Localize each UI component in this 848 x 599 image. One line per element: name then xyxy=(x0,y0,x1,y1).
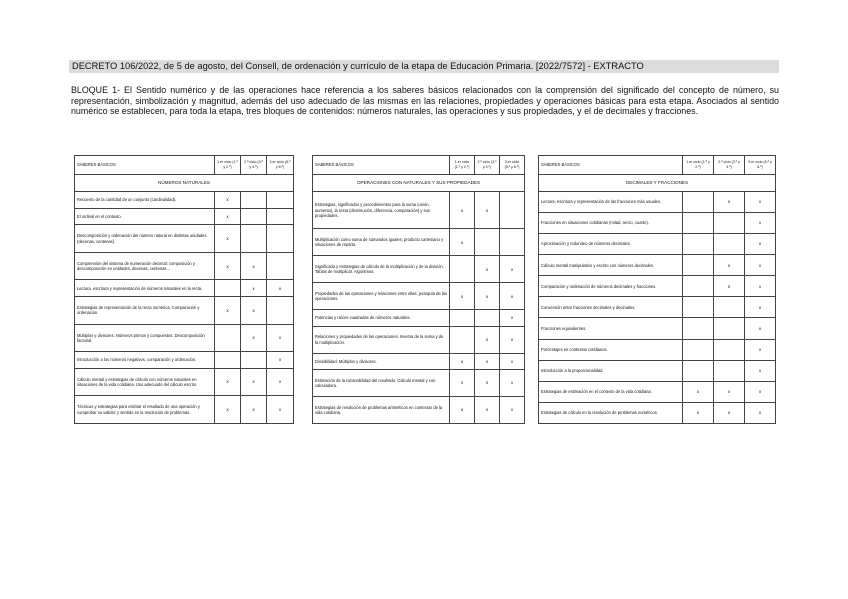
ciclo-mark xyxy=(714,339,745,360)
ciclo-mark xyxy=(215,352,241,369)
ciclo-mark xyxy=(714,234,745,255)
table-row xyxy=(539,234,776,255)
saber-text: Estrategias de cálculo en la resolución de problemas numéricos. xyxy=(539,402,683,423)
saber-text: Técnicas y estrategias para estimar el resultado de una operación y comprobar su validez y sentido en la resolución de problemas. xyxy=(75,396,215,424)
section-title: DECIMALES Y FRACCIONES xyxy=(539,175,776,192)
ciclo-mark: x xyxy=(475,396,500,423)
header-row xyxy=(313,156,525,175)
ciclo-mark: x xyxy=(500,310,525,326)
saber-text: Lectura, escritura y representación de las fracciones más usuales. xyxy=(539,192,683,213)
saber-text: Fracciones en situaciones cotidianas (mitad, tercio, cuarto). xyxy=(539,213,683,234)
column-header-ciclo-1: 1.er ciclo (1.º y 2.º) xyxy=(215,156,241,175)
ciclo-mark: x xyxy=(745,402,776,423)
ciclo-mark xyxy=(683,234,714,255)
ciclo-mark xyxy=(683,255,714,276)
table-row xyxy=(539,339,776,360)
ciclo-mark: x xyxy=(215,368,241,396)
table-row xyxy=(75,252,294,280)
ciclo-mark xyxy=(267,252,294,280)
ciclo-mark: x xyxy=(241,252,267,280)
header-row xyxy=(75,156,294,175)
ciclo-mark: x xyxy=(241,368,267,396)
ciclo-mark: x xyxy=(475,353,500,369)
ciclo-mark: x xyxy=(215,208,241,225)
table-decimales-fracciones xyxy=(538,155,776,424)
ciclo-mark xyxy=(714,318,745,339)
ciclo-mark xyxy=(267,297,294,325)
saber-text: Cálculo mental y estrategias de cálculo con números naturales en situaciones de la vida cotidiana. Uso adecuado del cálculo escrito. xyxy=(75,368,215,396)
ciclo-mark: x xyxy=(241,297,267,325)
saber-text: Estimación de la razonabilidad del resultado. Cálculo mental y con calculadora. xyxy=(313,370,450,397)
ciclo-mark: x xyxy=(500,353,525,369)
column-header-ciclo-3: 3.er ciclo (5.º y 6.º) xyxy=(745,156,776,175)
saber-text: Recuento de la cantidad de un conjunto (cardinalidad). xyxy=(75,192,215,209)
ciclo-mark: x xyxy=(745,297,776,318)
table-row xyxy=(75,280,294,297)
table-operaciones xyxy=(312,155,525,424)
table-row xyxy=(313,256,525,283)
ciclo-mark xyxy=(683,360,714,381)
ciclo-mark xyxy=(241,192,267,209)
ciclo-mark: x xyxy=(500,256,525,283)
section-row xyxy=(539,175,776,192)
ciclo-mark: x xyxy=(450,353,475,369)
saber-text: Fracciones equivalentes. xyxy=(539,318,683,339)
saber-text: Cálculo mental manipulativo y escrito con números decimales. xyxy=(539,255,683,276)
table-row xyxy=(539,360,776,381)
table-row xyxy=(313,396,525,423)
column-header-ciclo-2: 2.º ciclo (3.º y 4.º) xyxy=(714,156,745,175)
saber-text: El ordinal en el contexto. xyxy=(75,208,215,225)
table-row xyxy=(75,352,294,369)
ciclo-mark: x xyxy=(267,280,294,297)
section-row xyxy=(313,175,525,192)
ciclo-mark: x xyxy=(714,192,745,213)
ciclo-mark: x xyxy=(475,326,500,353)
ciclo-mark: x xyxy=(450,396,475,423)
ciclo-mark: x xyxy=(450,283,475,310)
column-header-ciclo-1: 1.er ciclo (1.º y 2.º) xyxy=(450,156,475,175)
table-row xyxy=(313,229,525,256)
table-row xyxy=(539,297,776,318)
table-row xyxy=(313,353,525,369)
saber-text: Conversión entre fracciones decimales y decimales. xyxy=(539,297,683,318)
table-row xyxy=(539,276,776,297)
ciclo-mark: x xyxy=(450,229,475,256)
column-header-ciclo-3: 3.er ciclo (5.º y 6.º) xyxy=(267,156,294,175)
section-title: OPERACIONES CON NATURALES Y SUS PROPIEDADES xyxy=(313,175,525,192)
column-header-saberes: SABERES BÁSICOS xyxy=(539,156,683,175)
table-row xyxy=(313,326,525,353)
saber-text: Introducción a los números negativos, comparación y ordenación. xyxy=(75,352,215,369)
ciclo-mark: x xyxy=(714,255,745,276)
ciclo-mark xyxy=(215,280,241,297)
table-row xyxy=(75,208,294,225)
ciclo-mark: x xyxy=(215,297,241,325)
column-header-saberes: SABERES BÁSICOS xyxy=(75,156,215,175)
ciclo-mark: x xyxy=(500,370,525,397)
ciclo-mark: x xyxy=(241,280,267,297)
ciclo-mark: x xyxy=(215,225,241,253)
ciclo-mark: x xyxy=(745,381,776,402)
ciclo-mark xyxy=(241,225,267,253)
intro-paragraph: BLOQUE 1- El Sentido numérico y de las operaciones hace referencia a los saberes básicos relacionados con la comprensión del significado del concepto de número, su representación, simbolización y magnitud, además del uso adecuado de las mismas en las relaciones, propiedades y operaciones básicas para esta etapa. Asociados al sentido numérico se establecen, para toda la etapa, tres bloques de contenidos: números naturales, las operaciones y sus propiedades, y el de decimales y fracciones. xyxy=(71,85,779,117)
ciclo-mark: x xyxy=(745,255,776,276)
column-header-ciclo-2: 2.º ciclo (3.º y 4.º) xyxy=(241,156,267,175)
ciclo-mark: x xyxy=(500,396,525,423)
ciclo-mark: x xyxy=(475,370,500,397)
saber-text: Aproximación y redondeo de números decimales. xyxy=(539,234,683,255)
ciclo-mark: x xyxy=(745,213,776,234)
ciclo-mark: x xyxy=(500,326,525,353)
ciclo-mark: x xyxy=(475,192,500,229)
saber-text: Propiedades de las operaciones y relaciones entre ellas; jerarquía de las operaciones. xyxy=(313,283,450,310)
ciclo-mark: x xyxy=(215,252,241,280)
column-header-ciclo-1: 1.er ciclo (1.º y 2.º) xyxy=(683,156,714,175)
table-row xyxy=(75,297,294,325)
table-row xyxy=(75,225,294,253)
table-row xyxy=(313,283,525,310)
ciclo-mark xyxy=(714,213,745,234)
ciclo-mark xyxy=(500,192,525,229)
ciclo-mark: x xyxy=(745,276,776,297)
ciclo-mark xyxy=(683,276,714,297)
saber-text: Potencias y raíces cuadradas de números naturales. xyxy=(313,310,450,326)
document-title: DECRETO 106/2022, de 5 de agosto, del Consell, de ordenación y currículo de la etapa de Educación Primaria. [2022/7572] - EXTRACTO xyxy=(69,60,779,73)
table-row xyxy=(539,255,776,276)
saber-text: Porcentajes en contextos cotidianos. xyxy=(539,339,683,360)
saber-text: Estrategias de representación de la recta numérica. Comparación y ordenación. xyxy=(75,297,215,325)
ciclo-mark: x xyxy=(683,381,714,402)
saber-text: Introducción a la proporcionalidad. xyxy=(539,360,683,381)
table-row xyxy=(75,324,294,352)
table-row xyxy=(313,192,525,229)
ciclo-mark: x xyxy=(500,283,525,310)
ciclo-mark xyxy=(683,318,714,339)
ciclo-mark: x xyxy=(714,276,745,297)
ciclo-mark xyxy=(267,208,294,225)
ciclo-mark xyxy=(215,324,241,352)
saber-text: Estrategias de resolución de problemas aritméticos en contextos de la vida cotidiana. xyxy=(313,396,450,423)
header-row xyxy=(539,156,776,175)
ciclo-mark xyxy=(241,352,267,369)
ciclo-mark xyxy=(450,326,475,353)
table-row xyxy=(75,396,294,424)
ciclo-mark: x xyxy=(475,283,500,310)
ciclo-mark xyxy=(267,192,294,209)
ciclo-mark xyxy=(714,360,745,381)
ciclo-mark xyxy=(241,208,267,225)
ciclo-mark: x xyxy=(241,396,267,424)
ciclo-mark: x xyxy=(745,192,776,213)
ciclo-mark: x xyxy=(683,402,714,423)
table-row xyxy=(539,402,776,423)
ciclo-mark: x xyxy=(215,192,241,209)
ciclo-mark: x xyxy=(745,360,776,381)
saber-text: Relaciones y propiedades de las operaciones. Inversa de la suma y de la multiplicación. xyxy=(313,326,450,353)
ciclo-mark: x xyxy=(267,324,294,352)
table-numeros-naturales xyxy=(74,155,294,424)
section-row xyxy=(75,175,294,192)
table-row xyxy=(539,318,776,339)
ciclo-mark: x xyxy=(241,324,267,352)
ciclo-mark: x xyxy=(267,352,294,369)
saber-text: Estrategias de estimación en el contexto de la vida cotidiana. xyxy=(539,381,683,402)
column-header-ciclo-2: 2.º ciclo (3.º y 4.º) xyxy=(475,156,500,175)
ciclo-mark xyxy=(450,256,475,283)
ciclo-mark xyxy=(683,192,714,213)
ciclo-mark xyxy=(683,339,714,360)
ciclo-mark: x xyxy=(450,370,475,397)
section-title: NÚMEROS NATURALES xyxy=(75,175,294,192)
saber-text: Lectura, escritura y representación de números naturales en la recta. xyxy=(75,280,215,297)
ciclo-mark xyxy=(450,310,475,326)
table-row xyxy=(75,368,294,396)
ciclo-mark: x xyxy=(475,256,500,283)
ciclo-mark xyxy=(475,310,500,326)
saber-text: Múltiplos y divisores. Números primos y compuestos. Descomposición factorial. xyxy=(75,324,215,352)
ciclo-mark: x xyxy=(745,318,776,339)
ciclo-mark: x xyxy=(267,396,294,424)
saber-text: Divisibilidad. Múltiplos y divisores. xyxy=(313,353,450,369)
ciclo-mark xyxy=(683,297,714,318)
saber-text: Descomposición y ordenación del número natural en distintas unidades (decenas, centenas). xyxy=(75,225,215,253)
table-row xyxy=(313,370,525,397)
ciclo-mark xyxy=(683,213,714,234)
column-header-ciclo-3: 3.er ciclo (5.º y 6.º) xyxy=(500,156,525,175)
saber-text: Estrategias, significados y procedimientos para la suma (unión, aumento), la resta (disminución, diferencia, comparación) y sus propiedades. xyxy=(313,192,450,229)
ciclo-mark: x xyxy=(714,381,745,402)
saber-text: Multiplicación como suma de sumandos iguales; producto cartesiano y situaciones de reparto. xyxy=(313,229,450,256)
ciclo-mark xyxy=(714,297,745,318)
table-row xyxy=(313,310,525,326)
ciclo-mark xyxy=(500,229,525,256)
table-row xyxy=(539,381,776,402)
table-row xyxy=(539,213,776,234)
ciclo-mark: x xyxy=(215,396,241,424)
ciclo-mark xyxy=(475,229,500,256)
ciclo-mark: x xyxy=(714,402,745,423)
saber-text: Comparación y ordenación de números decimales y fracciones. xyxy=(539,276,683,297)
ciclo-mark: x xyxy=(745,234,776,255)
saber-text: Comprensión del sistema de numeración decimal: composición y descomposición en unidades, decenas, centenas... xyxy=(75,252,215,280)
ciclo-mark xyxy=(267,225,294,253)
ciclo-mark: x xyxy=(745,339,776,360)
ciclo-mark: x xyxy=(267,368,294,396)
column-header-saberes: SABERES BÁSICOS xyxy=(313,156,450,175)
saber-text: Significado y estrategias de cálculo de la multiplicación y de la división. Tablas de multiplicar. Algoritmos. xyxy=(313,256,450,283)
table-row xyxy=(539,192,776,213)
ciclo-mark: x xyxy=(450,192,475,229)
table-row xyxy=(75,192,294,209)
